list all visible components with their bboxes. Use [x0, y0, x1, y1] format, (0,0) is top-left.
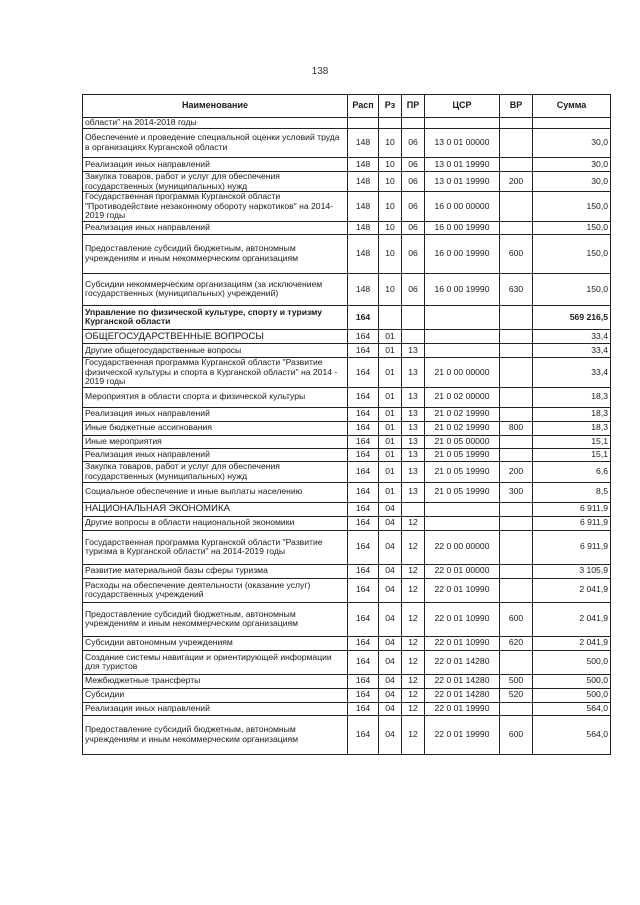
row-vr: [500, 343, 533, 357]
table-row: [83, 387, 611, 407]
row-pr: 06: [402, 234, 425, 273]
row-csr: 13 0 01 19990: [425, 172, 500, 192]
row-csr: 22 0 01 19990: [425, 702, 500, 715]
row-csr: 22 0 01 19990: [425, 715, 500, 754]
row-csr: 16 0 00 19990: [425, 273, 500, 305]
row-rz: 04: [379, 502, 402, 516]
row-rz: 01: [379, 421, 402, 435]
header-pr: ПР: [402, 95, 425, 118]
row-vr: [500, 305, 533, 329]
table-row: [83, 650, 611, 674]
row-rasp: 148: [348, 129, 379, 158]
row-rasp: 164: [348, 357, 379, 387]
row-sum: 564,0: [533, 702, 611, 715]
row-rasp: 164: [348, 435, 379, 448]
row-csr: 21 0 00 00000: [425, 357, 500, 387]
row-sum: 6 911,9: [533, 530, 611, 564]
row-name: Закупка товаров, работ и услуг для обеспечения государственных (муниципальных) нужд: [83, 461, 348, 482]
table-row: [83, 448, 611, 461]
row-pr: [402, 329, 425, 343]
row-name: Создание системы навигации и ориентирующей информации для туристов: [83, 650, 348, 674]
row-pr: 13: [402, 461, 425, 482]
table-row: [83, 435, 611, 448]
row-sum: 33,4: [533, 329, 611, 343]
row-name: НАЦИОНАЛЬНАЯ ЭКОНОМИКА: [83, 502, 348, 516]
row-sum: 8,5: [533, 482, 611, 502]
row-pr: 12: [402, 650, 425, 674]
row-sum: 18,3: [533, 407, 611, 421]
table-row: [83, 192, 611, 222]
row-rz: 10: [379, 221, 402, 234]
row-sum: 15,1: [533, 435, 611, 448]
row-rz: 04: [379, 674, 402, 688]
row-name: Закупка товаров, работ и услуг для обеспечения государственных (муниципальных) нужд: [83, 172, 348, 192]
row-sum: 15,1: [533, 448, 611, 461]
header-name: Наименование: [83, 95, 348, 118]
row-vr: [500, 329, 533, 343]
row-vr: [500, 650, 533, 674]
row-rasp: 148: [348, 158, 379, 172]
row-name: Субсидии: [83, 688, 348, 702]
table-row: [83, 674, 611, 688]
table-row: [83, 343, 611, 357]
row-csr: 22 0 01 14280: [425, 688, 500, 702]
table-row: [83, 407, 611, 421]
table-row: [83, 273, 611, 305]
table-row: [83, 688, 611, 702]
row-vr: 620: [500, 636, 533, 650]
row-csr: 22 0 00 00000: [425, 530, 500, 564]
row-vr: 520: [500, 688, 533, 702]
row-rz: 04: [379, 636, 402, 650]
row-csr: [425, 305, 500, 329]
row-csr: 16 0 00 00000: [425, 192, 500, 222]
table-row: [83, 461, 611, 482]
row-rasp: 164: [348, 564, 379, 578]
row-pr: 06: [402, 221, 425, 234]
row-pr: 12: [402, 688, 425, 702]
row-pr: 06: [402, 172, 425, 192]
table-row: [83, 715, 611, 754]
row-name: Предоставление субсидий бюджетным, автономным учреждениям и иным некоммерческим организациям: [83, 602, 348, 636]
row-rz: 01: [379, 482, 402, 502]
row-name: Управление по физической культуре, спорту и туризму Курганской области: [83, 305, 348, 329]
row-pr: 06: [402, 129, 425, 158]
row-csr: 22 0 01 00000: [425, 564, 500, 578]
budget-table: [82, 94, 611, 755]
row-rz: 01: [379, 329, 402, 343]
row-pr: 13: [402, 343, 425, 357]
row-vr: 300: [500, 482, 533, 502]
row-csr: 16 0 00 19990: [425, 234, 500, 273]
table-row: [83, 305, 611, 329]
header-rz: Рз: [379, 95, 402, 118]
row-name: Иные бюджетные ассигнования: [83, 421, 348, 435]
table-row: [83, 329, 611, 343]
row-rasp: 164: [348, 516, 379, 530]
row-vr: 500: [500, 674, 533, 688]
row-vr: [500, 448, 533, 461]
row-name: Субсидии некоммерческим организациям (за исключением государственных (муниципальных) учреждений): [83, 273, 348, 305]
row-sum: 569 216,5: [533, 305, 611, 329]
table-row: [83, 482, 611, 502]
row-rz: [379, 118, 402, 129]
row-rz: 04: [379, 516, 402, 530]
table-row: [83, 129, 611, 158]
row-csr: 22 0 01 14280: [425, 650, 500, 674]
row-name: Государственная программа Курганской области "Развитие физической культуры и спорта в Курганской области" на 2014 - 2019 годы: [83, 357, 348, 387]
row-sum: 18,3: [533, 421, 611, 435]
row-name: Реализация иных направлений: [83, 702, 348, 715]
row-vr: [500, 516, 533, 530]
row-vr: [500, 129, 533, 158]
row-rz: 04: [379, 578, 402, 602]
row-csr: 13 0 01 00000: [425, 129, 500, 158]
row-rasp: 164: [348, 502, 379, 516]
row-pr: 13: [402, 448, 425, 461]
row-sum: 150,0: [533, 234, 611, 273]
row-vr: [500, 158, 533, 172]
row-name: Расходы на обеспечение деятельности (оказание услуг) государственных учреждений: [83, 578, 348, 602]
row-sum: 150,0: [533, 192, 611, 222]
row-rasp: 164: [348, 636, 379, 650]
row-csr: 21 0 02 19990: [425, 421, 500, 435]
table-row: [83, 234, 611, 273]
row-name: Социальное обеспечение и иные выплаты населению: [83, 482, 348, 502]
row-pr: 13: [402, 407, 425, 421]
row-pr: 12: [402, 715, 425, 754]
table-row: [83, 172, 611, 192]
row-rasp: 164: [348, 530, 379, 564]
row-pr: 13: [402, 421, 425, 435]
row-name: Мероприятия в области спорта и физической культуры: [83, 387, 348, 407]
row-vr: 630: [500, 273, 533, 305]
row-csr: 22 0 01 10990: [425, 578, 500, 602]
row-name: Государственная программа Курганской области "Развитие туризма в Курганской области" на 2014-2019 годы: [83, 530, 348, 564]
row-name: Межбюджетные трансферты: [83, 674, 348, 688]
row-rasp: 164: [348, 407, 379, 421]
table-row: [83, 530, 611, 564]
row-csr: [425, 502, 500, 516]
row-sum: 30,0: [533, 129, 611, 158]
row-rasp: 148: [348, 172, 379, 192]
row-rz: [379, 305, 402, 329]
row-pr: 12: [402, 602, 425, 636]
row-pr: 12: [402, 530, 425, 564]
row-rz: 04: [379, 530, 402, 564]
row-csr: 21 0 05 19990: [425, 448, 500, 461]
row-vr: [500, 387, 533, 407]
row-sum: 33,4: [533, 343, 611, 357]
row-rasp: 164: [348, 578, 379, 602]
row-rz: 10: [379, 129, 402, 158]
row-pr: 12: [402, 674, 425, 688]
row-csr: 21 0 05 19990: [425, 461, 500, 482]
row-pr: 12: [402, 564, 425, 578]
row-pr: 12: [402, 636, 425, 650]
row-pr: 12: [402, 578, 425, 602]
row-vr: 600: [500, 234, 533, 273]
table-row: [83, 421, 611, 435]
row-rasp: 164: [348, 715, 379, 754]
row-vr: [500, 407, 533, 421]
row-vr: 800: [500, 421, 533, 435]
row-pr: 13: [402, 357, 425, 387]
row-rasp: 164: [348, 650, 379, 674]
table-row: [83, 357, 611, 387]
header-csr: ЦСР: [425, 95, 500, 118]
row-name: Реализация иных направлений: [83, 407, 348, 421]
row-pr: 12: [402, 516, 425, 530]
row-rz: 10: [379, 172, 402, 192]
row-csr: [425, 118, 500, 129]
row-name: Реализация иных направлений: [83, 158, 348, 172]
row-rasp: 148: [348, 192, 379, 222]
header-rasp: Расп: [348, 95, 379, 118]
row-rasp: 164: [348, 674, 379, 688]
row-vr: [500, 118, 533, 129]
row-csr: 13 0 01 19990: [425, 158, 500, 172]
row-rz: 10: [379, 158, 402, 172]
row-rasp: 164: [348, 482, 379, 502]
row-name: Другие общегосударственные вопросы: [83, 343, 348, 357]
row-name: Предоставление субсидий бюджетным, автономным учреждениям и иным некоммерческим организациям: [83, 715, 348, 754]
row-vr: 200: [500, 172, 533, 192]
row-name: Субсидии автономным учреждениям: [83, 636, 348, 650]
row-csr: 21 0 02 19990: [425, 407, 500, 421]
row-rz: 10: [379, 192, 402, 222]
page-number: 138: [311, 66, 329, 77]
table-row: [83, 602, 611, 636]
row-sum: 3 105,9: [533, 564, 611, 578]
row-csr: [425, 516, 500, 530]
row-name: Государственная программа Курганской области "Противодействие незаконному обороту наркотиков" на 2014-2019 годы: [83, 192, 348, 222]
row-sum: 2 041,9: [533, 578, 611, 602]
table-row: [83, 564, 611, 578]
row-pr: 06: [402, 192, 425, 222]
row-name: ОБЩЕГОСУДАРСТВЕННЫЕ ВОПРОСЫ: [83, 329, 348, 343]
row-name: Развитие материальной базы сферы туризма: [83, 564, 348, 578]
row-rz: 04: [379, 715, 402, 754]
row-sum: 500,0: [533, 674, 611, 688]
row-rasp: 164: [348, 688, 379, 702]
row-sum: 2 041,9: [533, 602, 611, 636]
row-name: Реализация иных направлений: [83, 221, 348, 234]
row-rz: 04: [379, 602, 402, 636]
row-rz: 04: [379, 564, 402, 578]
row-rasp: 148: [348, 234, 379, 273]
table-row: [83, 158, 611, 172]
row-vr: [500, 435, 533, 448]
row-name: Иные мероприятия: [83, 435, 348, 448]
row-rasp: 164: [348, 329, 379, 343]
row-rz: 01: [379, 343, 402, 357]
row-csr: 21 0 05 19990: [425, 482, 500, 502]
row-vr: 200: [500, 461, 533, 482]
row-csr: [425, 329, 500, 343]
table-row: [83, 118, 611, 129]
row-rz: 01: [379, 387, 402, 407]
row-vr: [500, 192, 533, 222]
row-rasp: 164: [348, 448, 379, 461]
row-csr: [425, 343, 500, 357]
row-pr: 12: [402, 702, 425, 715]
row-sum: 6,6: [533, 461, 611, 482]
row-pr: [402, 118, 425, 129]
table-row: [83, 702, 611, 715]
row-name: Другие вопросы в области национальной экономики: [83, 516, 348, 530]
row-sum: 30,0: [533, 172, 611, 192]
row-rz: 01: [379, 407, 402, 421]
row-rz: 04: [379, 688, 402, 702]
row-pr: 06: [402, 158, 425, 172]
row-vr: 600: [500, 715, 533, 754]
row-sum: 500,0: [533, 650, 611, 674]
row-rz: 04: [379, 702, 402, 715]
row-vr: [500, 702, 533, 715]
row-rz: 01: [379, 357, 402, 387]
row-sum: 6 911,9: [533, 502, 611, 516]
row-rasp: 164: [348, 461, 379, 482]
table-row: [83, 221, 611, 234]
row-name: Обеспечение и проведение специальной оценки условий труда в организациях Курганской области: [83, 129, 348, 158]
table-header-row: [83, 95, 611, 118]
row-pr: [402, 305, 425, 329]
row-vr: [500, 530, 533, 564]
header-vr: ВР: [500, 95, 533, 118]
row-csr: 21 0 05 00000: [425, 435, 500, 448]
row-vr: [500, 357, 533, 387]
row-rz: 01: [379, 435, 402, 448]
row-vr: 600: [500, 602, 533, 636]
row-rasp: 148: [348, 273, 379, 305]
row-rz: 01: [379, 448, 402, 461]
row-vr: [500, 564, 533, 578]
row-rz: 04: [379, 650, 402, 674]
row-rasp: 164: [348, 305, 379, 329]
row-pr: 13: [402, 435, 425, 448]
row-sum: 33,4: [533, 357, 611, 387]
row-sum: 30,0: [533, 158, 611, 172]
row-csr: 22 0 01 10990: [425, 602, 500, 636]
row-rasp: 164: [348, 343, 379, 357]
row-sum: 2 041,9: [533, 636, 611, 650]
row-sum: 6 911,9: [533, 516, 611, 530]
row-csr: 22 0 01 10990: [425, 636, 500, 650]
row-rasp: 164: [348, 421, 379, 435]
row-csr: 22 0 01 14280: [425, 674, 500, 688]
row-pr: 13: [402, 387, 425, 407]
row-rasp: 164: [348, 602, 379, 636]
row-rz: 01: [379, 461, 402, 482]
row-rasp: 164: [348, 702, 379, 715]
row-vr: [500, 221, 533, 234]
row-rasp: [348, 118, 379, 129]
row-vr: [500, 578, 533, 602]
row-csr: 21 0 02 00000: [425, 387, 500, 407]
row-pr: 13: [402, 482, 425, 502]
row-rz: 10: [379, 234, 402, 273]
row-csr: 16 0 00 19990: [425, 221, 500, 234]
table-row: [83, 578, 611, 602]
row-name: Реализация иных направлений: [83, 448, 348, 461]
row-sum: 18,3: [533, 387, 611, 407]
row-vr: [500, 502, 533, 516]
row-name: области" на 2014-2018 годы: [83, 118, 348, 129]
table-row: [83, 516, 611, 530]
row-pr: 06: [402, 273, 425, 305]
row-name: Предоставление субсидий бюджетным, автономным учреждениям и иным некоммерческим организациям: [83, 234, 348, 273]
row-rasp: 164: [348, 387, 379, 407]
row-rasp: 148: [348, 221, 379, 234]
table-row: [83, 502, 611, 516]
row-sum: [533, 118, 611, 129]
header-sum: Сумма: [533, 95, 611, 118]
table-body: [83, 118, 611, 755]
row-sum: 564,0: [533, 715, 611, 754]
row-sum: 150,0: [533, 221, 611, 234]
table-row: [83, 636, 611, 650]
row-sum: 500,0: [533, 688, 611, 702]
row-pr: [402, 502, 425, 516]
row-rz: 10: [379, 273, 402, 305]
row-sum: 150,0: [533, 273, 611, 305]
